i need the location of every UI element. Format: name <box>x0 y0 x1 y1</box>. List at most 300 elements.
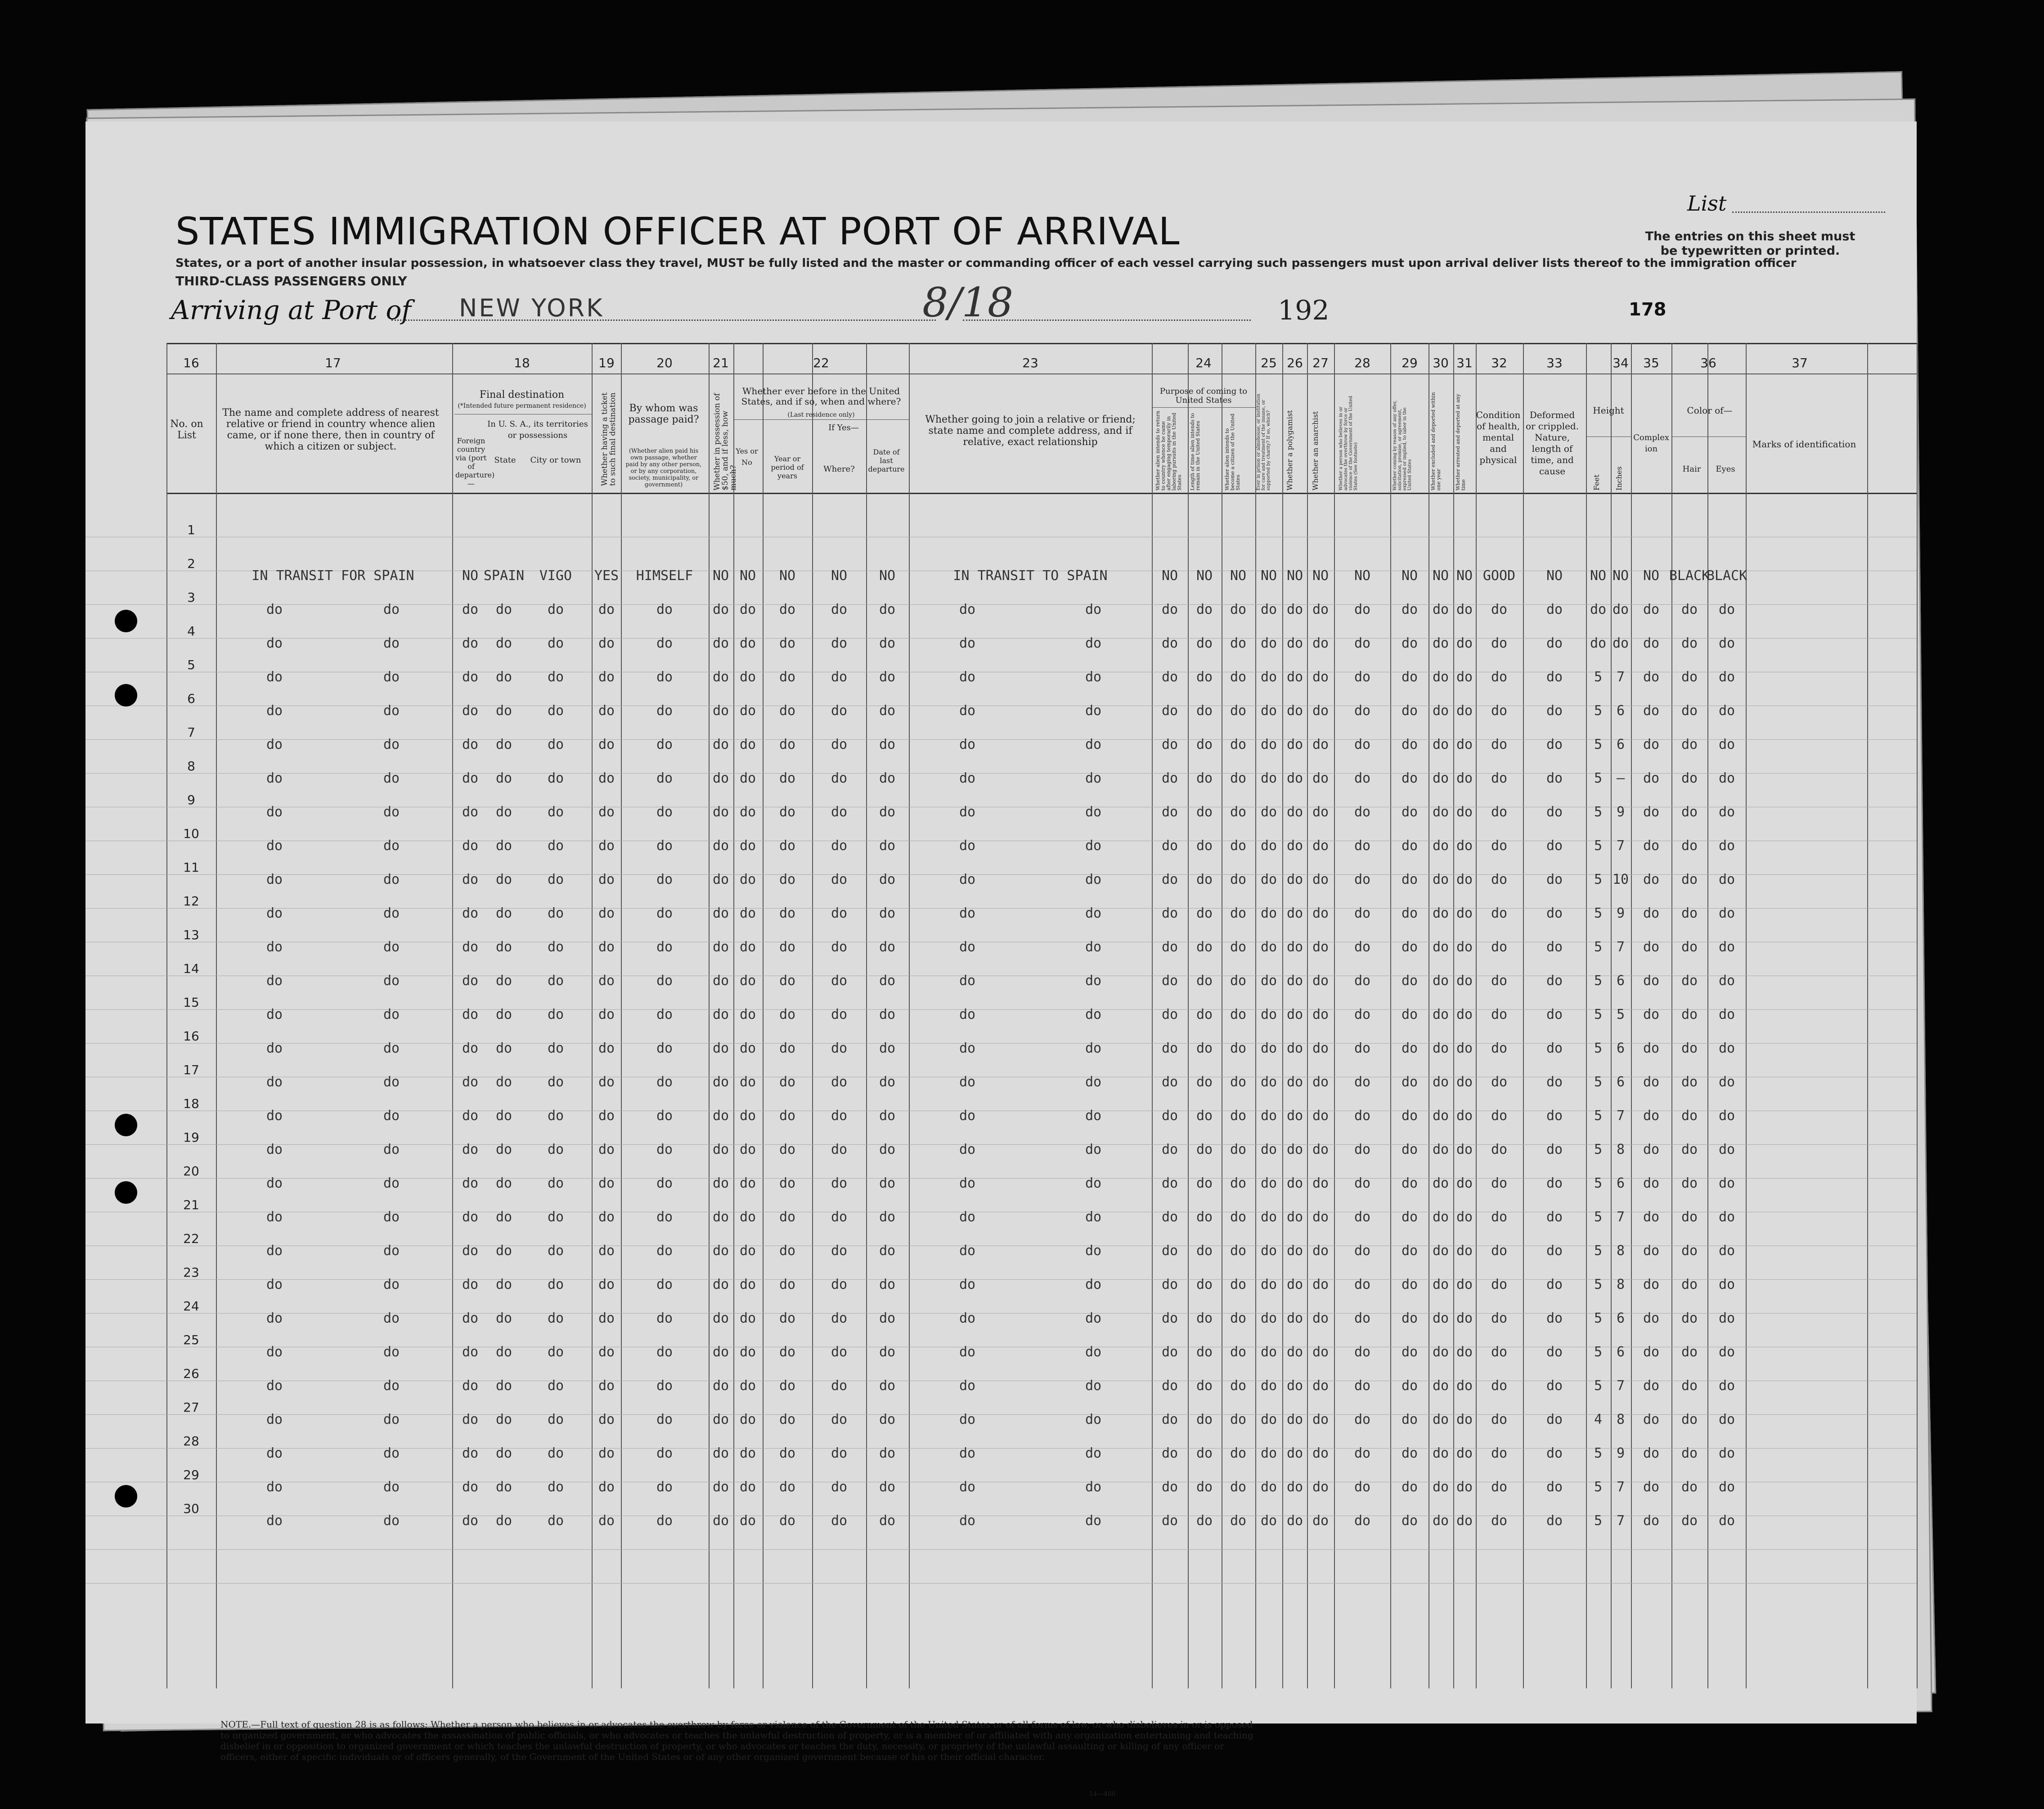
cell-hr: do <box>1681 973 1698 989</box>
cell-join: do <box>1085 872 1102 887</box>
cell-po: do <box>1286 905 1303 921</box>
cell-hr: do <box>1681 838 1698 854</box>
row-rule <box>85 1144 1917 1145</box>
cell-a: do <box>1161 1479 1178 1495</box>
cell-dt: do <box>879 1513 896 1529</box>
cell-yr: do <box>779 939 796 955</box>
cell-ar: do <box>1456 1310 1473 1326</box>
cell-dt: do <box>879 1142 896 1157</box>
column-number: 23 <box>1022 356 1038 370</box>
cell-p: do <box>656 1513 673 1529</box>
cell-df: do <box>1546 1209 1563 1225</box>
cell-b: do <box>1196 804 1213 820</box>
cell-dt: do <box>879 1040 896 1056</box>
cell-f: do <box>462 1007 479 1022</box>
punch-hole <box>115 610 137 632</box>
cell-cz: do <box>1230 973 1247 989</box>
cell-p: do <box>656 804 673 820</box>
cell-ex: do <box>1432 703 1449 719</box>
header-passage-paid: By whom was passage paid? <box>628 403 699 425</box>
cell-f: do <box>462 737 479 752</box>
cell-of: do <box>1401 872 1418 887</box>
cell-b: do <box>1196 1412 1213 1427</box>
cell-ey: do <box>1718 939 1735 955</box>
column-number: 30 <box>1433 356 1449 370</box>
cell-po: do <box>1286 1310 1303 1326</box>
cell-of: do <box>1401 905 1418 921</box>
column-rule <box>1476 343 1477 1688</box>
cell-feet: 5 <box>1594 804 1603 820</box>
cell-feet: 5 <box>1594 905 1603 921</box>
cell-join: do <box>959 1243 976 1259</box>
cell-df: NO <box>1546 568 1563 584</box>
cell-yr: do <box>779 1479 796 1495</box>
cell-a: do <box>1161 973 1178 989</box>
row-number: 25 <box>183 1332 199 1347</box>
cell-ey: do <box>1718 602 1735 617</box>
cell-ad: do <box>1354 635 1371 651</box>
cell-hr: do <box>1681 1074 1698 1090</box>
column-number: 17 <box>325 356 341 370</box>
cell-relative: do <box>383 1209 400 1225</box>
cell-cz: do <box>1230 1412 1247 1427</box>
header-last-residence: (Last residence only) <box>787 411 855 418</box>
cell-relative: do <box>266 737 283 752</box>
cell-join: do <box>959 703 976 719</box>
cell-join: do <box>1085 1310 1102 1326</box>
cell-cz: do <box>1230 1142 1247 1157</box>
column-rule <box>1188 343 1189 1688</box>
cell-p: do <box>656 1108 673 1124</box>
cell-join: do <box>1085 1175 1102 1191</box>
cell-dt: do <box>879 1108 896 1124</box>
cell-hr: do <box>1681 770 1698 786</box>
cell-hr: do <box>1681 1175 1698 1191</box>
cell-relative: do <box>266 669 283 685</box>
cell-cz: do <box>1230 770 1247 786</box>
cell-yr: do <box>779 1209 796 1225</box>
cell-ar: do <box>1456 1479 1473 1495</box>
cell-df: do <box>1546 1040 1563 1056</box>
cell-join: do <box>959 1445 976 1461</box>
row-number: 8 <box>187 759 195 774</box>
cell-ar: do <box>1456 1040 1473 1056</box>
cell-ex: do <box>1432 770 1449 786</box>
cell-t: do <box>598 669 615 685</box>
cell-inches: 8 <box>1616 1243 1625 1259</box>
cell-yn: do <box>739 1412 756 1427</box>
cell-ex: do <box>1432 1445 1449 1461</box>
cell-an: do <box>1312 1108 1329 1124</box>
cell-df: do <box>1546 635 1563 651</box>
cell-yn: do <box>739 1310 756 1326</box>
cell-relative: do <box>266 1142 283 1157</box>
row-number: 22 <box>183 1231 199 1246</box>
cell-hr: do <box>1681 1209 1698 1225</box>
cell-f: do <box>462 1378 479 1394</box>
cell-cz: do <box>1230 1344 1247 1360</box>
cell-join: do <box>1085 1209 1102 1225</box>
cell-ar: do <box>1456 602 1473 617</box>
cell-dt: do <box>879 669 896 685</box>
cell-ad: do <box>1354 872 1371 887</box>
cell-relative: do <box>383 1142 400 1157</box>
cell-join: do <box>1085 1074 1102 1090</box>
cell-hl: do <box>1491 1209 1508 1225</box>
cell-join: do <box>959 1108 976 1124</box>
cell-inches: do <box>1612 635 1629 651</box>
row-rule <box>85 638 1917 639</box>
cell-yr: do <box>779 1277 796 1292</box>
cell-po: NO <box>1286 568 1303 584</box>
cell-in: NO <box>1612 568 1629 584</box>
cell-m: do <box>712 1040 729 1056</box>
column-rule <box>1390 343 1391 1688</box>
cell-join: do <box>1085 905 1102 921</box>
cell-dt: do <box>879 973 896 989</box>
cell-ar: do <box>1456 1412 1473 1427</box>
cell-p: do <box>656 872 673 887</box>
cell-wh: do <box>831 872 848 887</box>
row-number: 4 <box>187 624 195 639</box>
cell-a: do <box>1161 1074 1178 1090</box>
cell-m: do <box>712 939 729 955</box>
cell-p: do <box>656 1344 673 1360</box>
cell-ct: do <box>547 1243 564 1259</box>
cell-f: do <box>462 602 479 617</box>
cell-dt: do <box>879 635 896 651</box>
cell-inches: 7 <box>1616 1108 1625 1124</box>
cell-dt: NO <box>879 568 896 584</box>
cell-ey: do <box>1718 669 1735 685</box>
header-inches: Inches <box>1615 466 1623 490</box>
cell-ey: do <box>1718 838 1735 854</box>
cell-pr: do <box>1260 1310 1277 1326</box>
cell-b: NO <box>1196 568 1213 584</box>
cell-cz: do <box>1230 1209 1247 1225</box>
cell-ad: do <box>1354 602 1371 617</box>
cell-st: do <box>495 1378 512 1394</box>
cell-b: do <box>1196 1310 1213 1326</box>
row-rule <box>85 1448 1917 1449</box>
punch-hole <box>115 1114 137 1136</box>
cell-dt: do <box>879 1209 896 1225</box>
cell-relative: do <box>266 1344 283 1360</box>
cell-ar: do <box>1456 669 1473 685</box>
cell-b: do <box>1196 1108 1213 1124</box>
cell-of: do <box>1401 1513 1418 1529</box>
cell-ar: do <box>1456 939 1473 955</box>
cell-ar: do <box>1456 703 1473 719</box>
cell-cz: do <box>1230 1074 1247 1090</box>
cell-feet: 5 <box>1594 1479 1603 1495</box>
header-length-stay: Length of time alien intends to remain in the United States <box>1190 413 1201 490</box>
cell-st: do <box>495 1209 512 1225</box>
cell-relative: do <box>383 1344 400 1360</box>
cell-t: do <box>598 804 615 820</box>
cell-yr: do <box>779 1142 796 1157</box>
cell-join: do <box>959 1479 976 1495</box>
cell-relative: do <box>266 1412 283 1427</box>
cell-b: do <box>1196 1479 1213 1495</box>
cell-po: do <box>1286 939 1303 955</box>
cell-po: do <box>1286 1445 1303 1461</box>
cell-a: do <box>1161 602 1178 617</box>
cell-b: do <box>1196 737 1213 752</box>
cell-ex: do <box>1432 973 1449 989</box>
cell-relative: do <box>383 939 400 955</box>
cell-yn: do <box>739 635 756 651</box>
cell-yn: do <box>739 804 756 820</box>
cell-po: do <box>1286 1412 1303 1427</box>
cell-ad: do <box>1354 1479 1371 1495</box>
cell-join: do <box>959 939 976 955</box>
cell-ex: do <box>1432 1040 1449 1056</box>
cell-f: do <box>462 1479 479 1495</box>
cell-m: do <box>712 973 729 989</box>
cell-yn: do <box>739 838 756 854</box>
cell-pr: do <box>1260 804 1277 820</box>
cell-t: do <box>598 602 615 617</box>
cell-ey: do <box>1718 1344 1735 1360</box>
cell-feet: 5 <box>1594 770 1603 786</box>
cell-cx: do <box>1643 1445 1660 1461</box>
cell-cx: do <box>1643 1175 1660 1191</box>
cell-ex: do <box>1432 872 1449 887</box>
cell-t: YES <box>594 568 619 584</box>
cell-dt: do <box>879 1277 896 1292</box>
form-subtitle: States, or a port of another insular possession, in whatsoever class they travel, MUST be fully listed and the master or commanding officer of each vessel carrying such passengers must upon arrival deliver lists thereof to the immigration officer <box>175 256 1797 270</box>
cell-join: do <box>1085 669 1102 685</box>
cell-p: do <box>656 1040 673 1056</box>
cell-pr: do <box>1260 1108 1277 1124</box>
cell-m: do <box>712 1445 729 1461</box>
cell-cz: do <box>1230 1378 1247 1394</box>
cell-an: do <box>1312 737 1329 752</box>
cell-wh: NO <box>831 568 848 584</box>
row-rule <box>85 874 1917 875</box>
cell-relative: do <box>383 1074 400 1090</box>
cell-a: do <box>1161 1243 1178 1259</box>
cell-a: do <box>1161 939 1178 955</box>
cell-b: do <box>1196 1209 1213 1225</box>
cell-of: do <box>1401 804 1418 820</box>
cell-dt: do <box>879 939 896 955</box>
cell-ar: do <box>1456 635 1473 651</box>
cell-relative: do <box>383 602 400 617</box>
cell-hr: do <box>1681 804 1698 820</box>
cell-ey: do <box>1718 973 1735 989</box>
cell-hr: do <box>1681 1108 1698 1124</box>
cell-hr: do <box>1681 1378 1698 1394</box>
cell-dt: do <box>879 1445 896 1461</box>
cell-yn: do <box>739 1277 756 1292</box>
cell-cx: do <box>1643 1040 1660 1056</box>
cell-hl: do <box>1491 1074 1508 1090</box>
row-rule <box>85 773 1917 774</box>
cell-ex: do <box>1432 1142 1449 1157</box>
cell-ar: do <box>1456 872 1473 887</box>
cell-ar: do <box>1456 973 1473 989</box>
cell-join: do <box>959 770 976 786</box>
header-foreign-country: Foreign country via (port of departure)— <box>455 436 495 488</box>
cell-yr: do <box>779 838 796 854</box>
cell-inches: do <box>1612 602 1629 617</box>
cell-of: do <box>1401 1108 1418 1124</box>
cell-f: do <box>462 1209 479 1225</box>
cell-p: do <box>656 939 673 955</box>
cell-relative: do <box>383 973 400 989</box>
cell-hr: do <box>1681 905 1698 921</box>
cell-p: do <box>656 602 673 617</box>
cell-f: do <box>462 872 479 887</box>
column-number: 37 <box>1792 356 1808 370</box>
cell-relative: do <box>266 1108 283 1124</box>
cell-p: do <box>656 703 673 719</box>
cell-ct: do <box>547 1040 564 1056</box>
cell-df: do <box>1546 905 1563 921</box>
cell-join: do <box>959 1074 976 1090</box>
cell-po: do <box>1286 804 1303 820</box>
column-number: 20 <box>656 356 673 370</box>
cell-t: do <box>598 1209 615 1225</box>
cell-yr: do <box>779 1243 796 1259</box>
cell-yr: do <box>779 1445 796 1461</box>
cell-relative: do <box>383 1310 400 1326</box>
cell-an: do <box>1312 1513 1329 1529</box>
cell-of: do <box>1401 602 1418 617</box>
cell-yr: do <box>779 635 796 651</box>
cell-hr: do <box>1681 1344 1698 1360</box>
cell-relative: do <box>383 1243 400 1259</box>
cell-ex: do <box>1432 1344 1449 1360</box>
cell-join: do <box>959 1344 976 1360</box>
cell-hl: do <box>1491 1142 1508 1157</box>
cell-cx: do <box>1643 1074 1660 1090</box>
cell-inches: 7 <box>1616 1378 1625 1394</box>
cell-st: do <box>495 1175 512 1191</box>
cell-p: do <box>656 1277 673 1292</box>
cell-ar: do <box>1456 1378 1473 1394</box>
row-number: 28 <box>183 1434 199 1449</box>
cell-st: do <box>495 703 512 719</box>
cell-pr: do <box>1260 905 1277 921</box>
cell-a: do <box>1161 1412 1178 1427</box>
column-number: 19 <box>598 356 615 370</box>
cell-yn: do <box>739 669 756 685</box>
cell-a: do <box>1161 905 1178 921</box>
cell-join: do <box>959 905 976 921</box>
cell-po: do <box>1286 1513 1303 1529</box>
cell-m: do <box>712 1074 729 1090</box>
cell-p: do <box>656 838 673 854</box>
cell-join: do <box>959 872 976 887</box>
header-where: Where? <box>823 464 855 474</box>
header-marks: Marks of identification <box>1752 439 1856 450</box>
cell-yr: do <box>779 1175 796 1191</box>
cell-yr: do <box>779 703 796 719</box>
table-top-rule <box>166 343 1917 344</box>
cell-yr: do <box>779 1378 796 1394</box>
cell-inches: 7 <box>1616 669 1625 685</box>
cell-feet: 5 <box>1594 1513 1603 1529</box>
header-final-destination: Final destination <box>479 389 565 400</box>
cell-relative: do <box>266 1445 283 1461</box>
cell-relative: do <box>383 1007 400 1022</box>
cell-relative: IN TRANSIT FOR SPAIN <box>252 568 414 584</box>
cell-st: do <box>495 1513 512 1529</box>
cell-ar: do <box>1456 737 1473 752</box>
cell-po: do <box>1286 973 1303 989</box>
cell-m: do <box>712 838 729 854</box>
cell-pr: do <box>1260 1344 1277 1360</box>
cell-wh: do <box>831 1074 848 1090</box>
column-rule <box>812 343 813 1688</box>
cell-wh: do <box>831 804 848 820</box>
cell-pr: NO <box>1260 568 1277 584</box>
cell-b: do <box>1196 635 1213 651</box>
cell-relative: do <box>266 1479 283 1495</box>
cell-an: do <box>1312 1445 1329 1461</box>
cell-df: do <box>1546 1243 1563 1259</box>
cell-join: do <box>1085 939 1102 955</box>
header-intends-return: Whether alien intends to return to country whence he came after engaging temporarily in laboring pursuits in the United States <box>1155 410 1182 490</box>
row-number: 10 <box>183 826 199 841</box>
cell-b: do <box>1196 1074 1213 1090</box>
cell-df: do <box>1546 1142 1563 1157</box>
cell-f: do <box>462 973 479 989</box>
cell-pr: do <box>1260 770 1277 786</box>
cell-m: do <box>712 872 729 887</box>
cell-cx: do <box>1643 1412 1660 1427</box>
cell-relative: do <box>266 939 283 955</box>
cell-of: do <box>1401 1277 1418 1292</box>
cell-st: do <box>495 804 512 820</box>
cell-wh: do <box>831 1277 848 1292</box>
arrival-year: 192 <box>1278 295 1330 326</box>
cell-relative: do <box>266 1209 283 1225</box>
cell-ct: do <box>547 1209 564 1225</box>
cell-join: do <box>1085 1445 1102 1461</box>
class-line: THIRD-CLASS PASSENGERS ONLY <box>175 274 407 288</box>
column-rule <box>621 343 622 1688</box>
cell-yr: do <box>779 1412 796 1427</box>
cell-df: do <box>1546 1445 1563 1461</box>
cell-ar: NO <box>1456 568 1473 584</box>
cell-yr: do <box>779 905 796 921</box>
cell-wh: do <box>831 1142 848 1157</box>
cell-p: do <box>656 1209 673 1225</box>
cell-ex: do <box>1432 838 1449 854</box>
footnote: NOTE.—Full text of question 28 is as follows: Whether a person who believes in or advocates the overthrow by force or violence of the Government of the United States or of all forms of law, or who disbelieves in or is opposed to organized government, or who advocates the assassination of public officials, or who advocates or teaches the unlawful destruction of property, or is a member of or affiliated with any organization entertaining and teaching disbelief in or opposition to organized government or which teaches the unlawful destruction of property, or who advocates or teaches the duty, necessity, or propriety of the unlawful assaulting or killing of any officer or officers, either of specific individuals or of officers generally, of the Government of the United States or of any other organized government because of his or their official character. <box>220 1719 1253 1762</box>
cell-inches: 8 <box>1616 1142 1625 1157</box>
cell-ey: do <box>1718 804 1735 820</box>
header-polygamist: Whether a polygamist <box>1285 410 1294 490</box>
cell-hr: do <box>1681 1040 1698 1056</box>
cell-a: do <box>1161 1277 1178 1292</box>
cell-p: do <box>656 905 673 921</box>
cell-f: do <box>462 635 479 651</box>
column-number: 29 <box>1402 356 1418 370</box>
cell-hr: do <box>1681 1479 1698 1495</box>
cell-p: do <box>656 1243 673 1259</box>
cell-hr: do <box>1681 703 1698 719</box>
cell-m: do <box>712 602 729 617</box>
cell-feet: 5 <box>1594 1277 1603 1292</box>
cell-ar: do <box>1456 1344 1473 1360</box>
row-number: 6 <box>187 691 195 706</box>
cell-ct: do <box>547 973 564 989</box>
